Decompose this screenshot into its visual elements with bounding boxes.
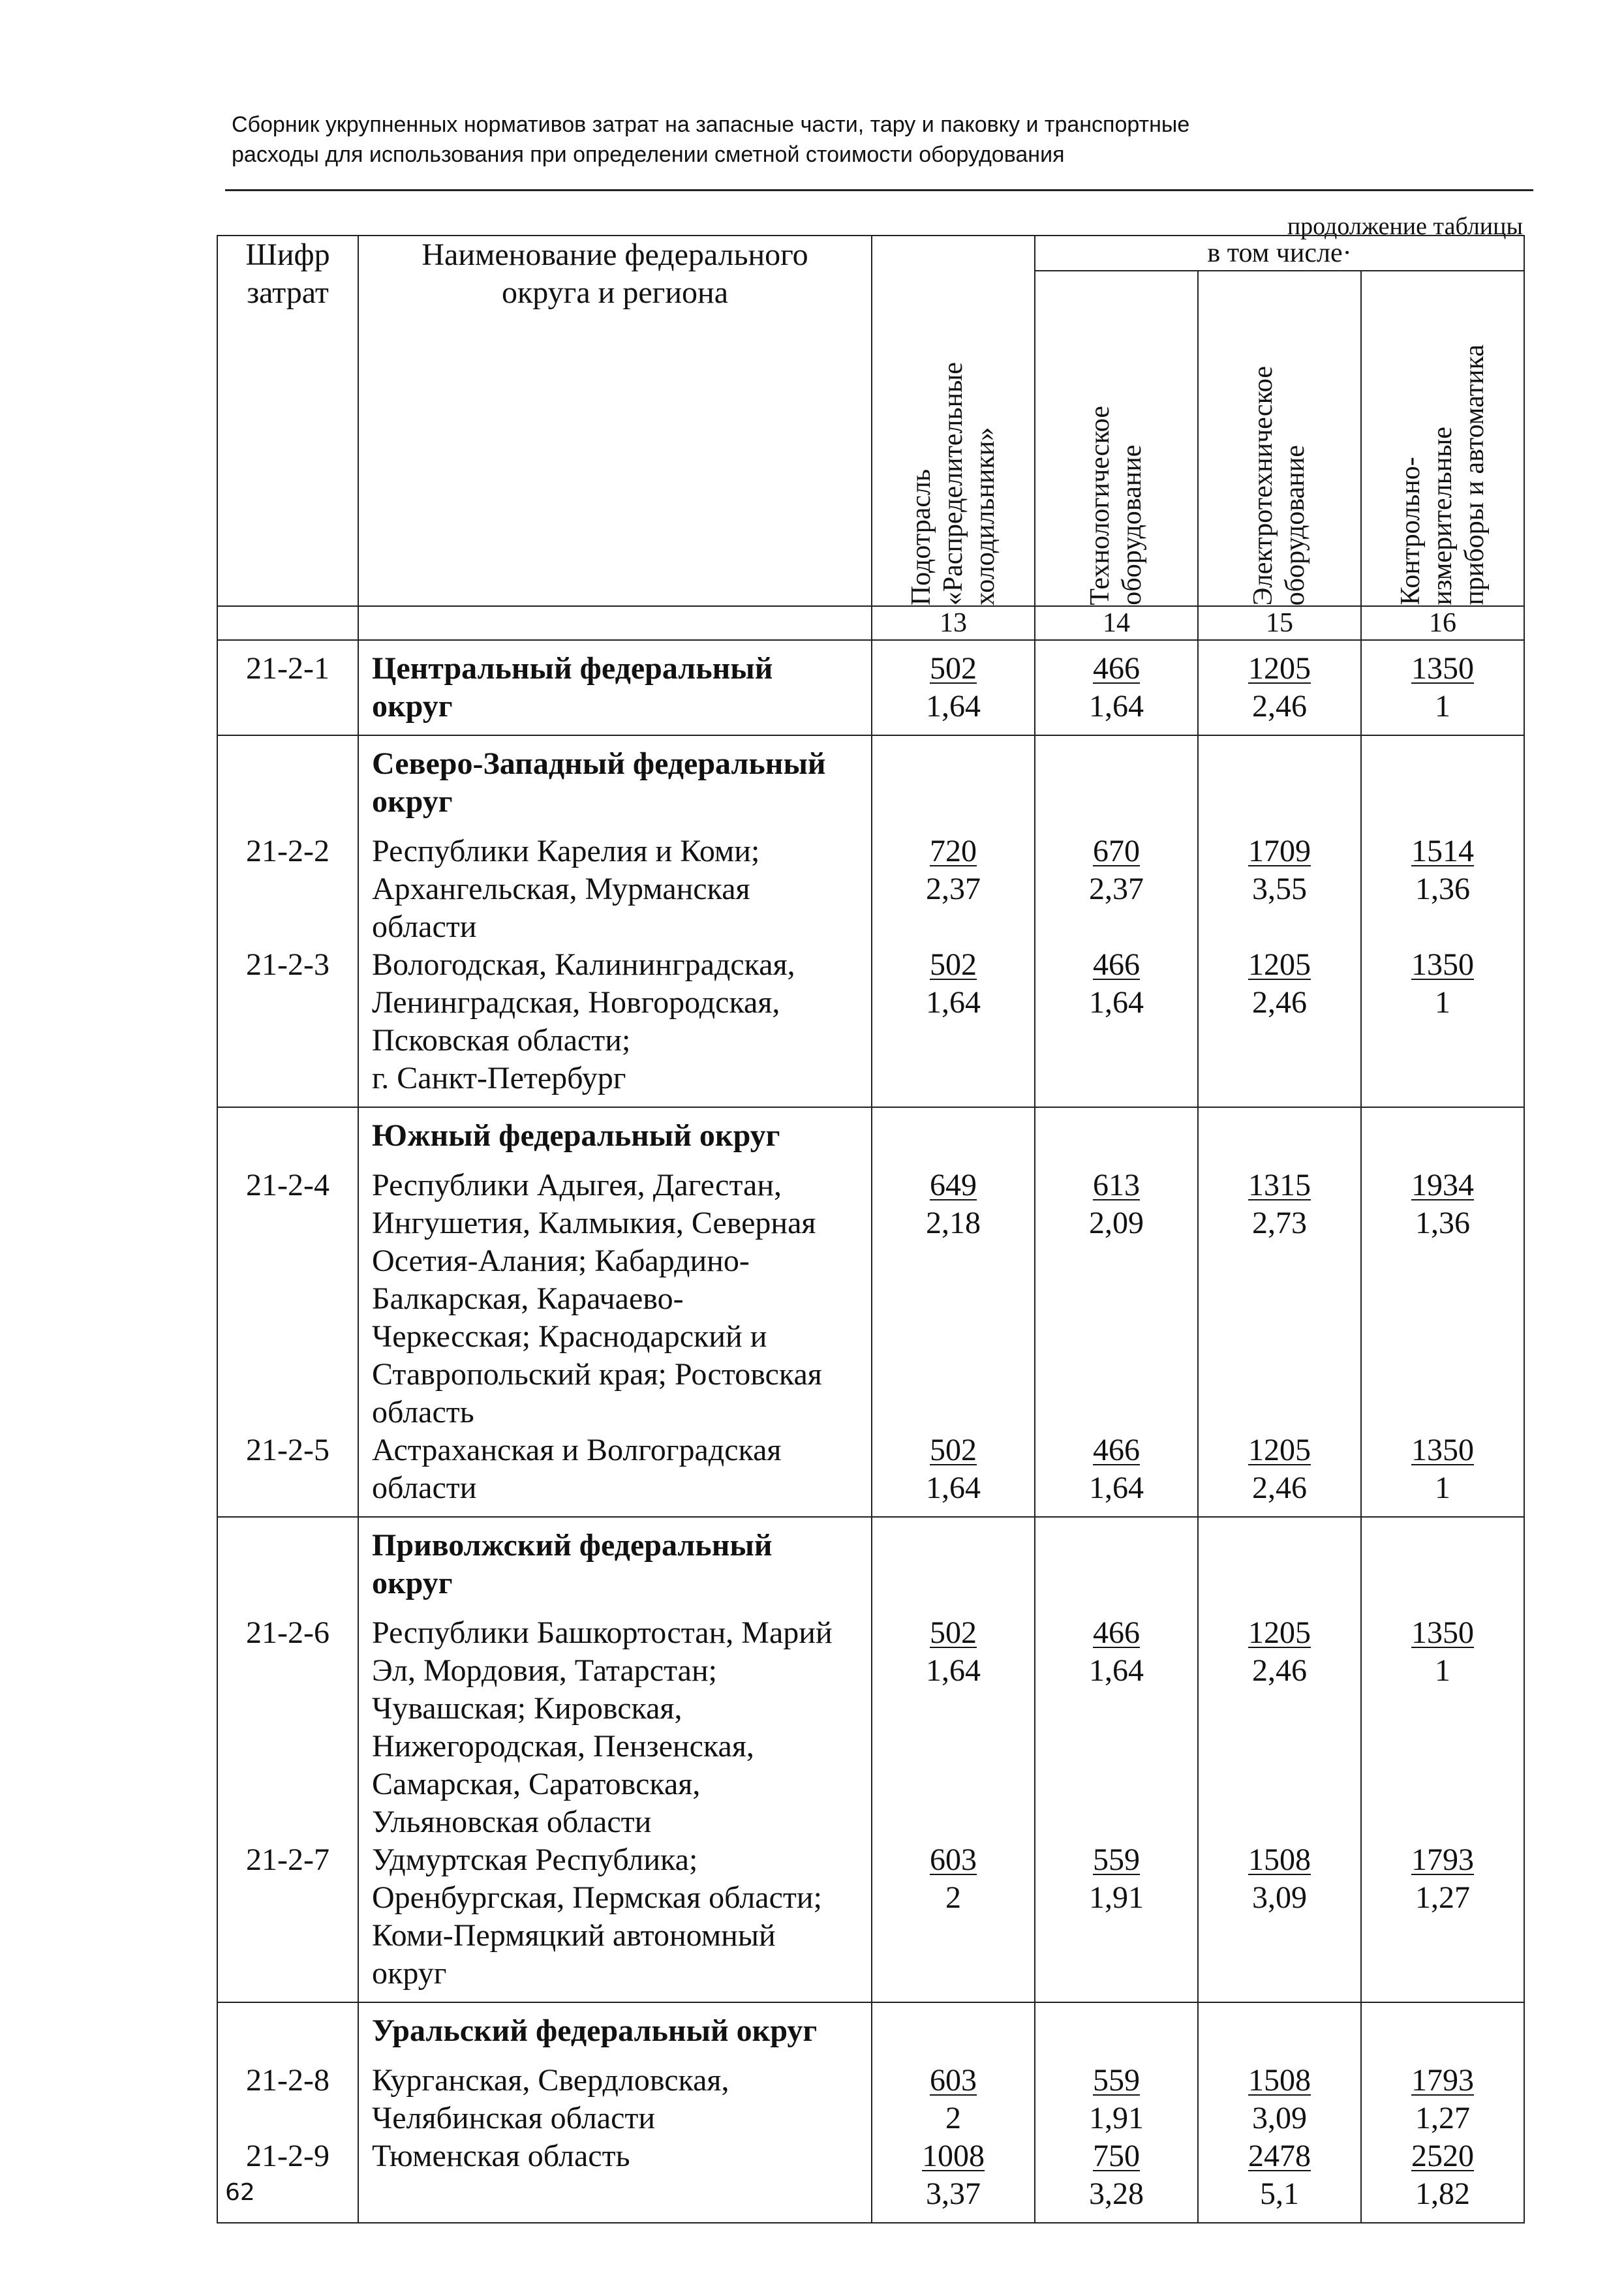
region-name-line: Коми-Пермяцкий автономный	[372, 1918, 776, 1953]
code-cell	[217, 735, 358, 1107]
coefficient-value: 1,91	[1089, 1880, 1144, 1915]
col13-header: Подотрасль «Распределительные холодильники»	[872, 236, 1035, 606]
coefficient-value: 1,64	[1089, 1471, 1144, 1505]
region-name-line: Ингушетия, Калмыкия, Северная	[372, 1206, 816, 1240]
region-name-line: г. Санкт-Петербург	[372, 1061, 626, 1095]
cost-value: 502	[930, 1433, 977, 1467]
cost-value: 1793	[1411, 2063, 1475, 2098]
district-title: Уральский федеральный округ	[372, 2013, 818, 2048]
including-header: в том числе·	[1035, 236, 1524, 271]
value-cell-14	[1035, 640, 1198, 735]
cost-value: 466	[1093, 947, 1140, 982]
cost-value: 1350	[1411, 651, 1475, 686]
cost-code: 21-2-4	[246, 1168, 329, 1202]
coefficient-value: 2,46	[1252, 985, 1307, 1020]
coefficient-value: 1,64	[926, 689, 981, 724]
cost-value: 670	[1093, 834, 1140, 868]
region-name-line: Ставропольский края; Ростовская	[372, 1357, 822, 1392]
region-name-line: Челябинская области	[372, 2101, 656, 2135]
cost-value: 1508	[1248, 1842, 1311, 1877]
value-cell-16	[1361, 2002, 1524, 2223]
region-cell	[358, 1107, 872, 1517]
district-section	[217, 2002, 1524, 2223]
value-cell-15	[1198, 1517, 1361, 2002]
district-title: Приволжский федеральный	[372, 1528, 773, 1563]
cost-value: 603	[930, 1842, 977, 1877]
region-name-line: Эл, Мордовия, Татарстан;	[372, 1653, 717, 1688]
coefficient-value: 1,64	[926, 985, 981, 1020]
cost-value: 502	[930, 1615, 977, 1650]
value-cell-16	[1361, 735, 1524, 1107]
coefficient-value: 1,64	[926, 1653, 981, 1688]
region-name-line: Псковская области;	[372, 1023, 631, 1058]
coefficient-value: 1,36	[1415, 872, 1471, 906]
region-name-line: округ	[372, 1956, 447, 1991]
value-cell-13	[872, 1107, 1035, 1517]
coefficient-value: 1	[1435, 1653, 1451, 1688]
region-name-line: Самарская, Саратовская,	[372, 1767, 701, 1801]
cost-value: 750	[1093, 2139, 1140, 2173]
cost-value: 466	[1093, 1433, 1140, 1467]
region-cell	[358, 640, 872, 735]
cost-value: 502	[930, 651, 977, 686]
region-name-line: Удмуртская Республика;	[372, 1842, 698, 1877]
region-name-line: области	[372, 909, 477, 944]
region-name-line: Оренбургская, Пермская области;	[372, 1880, 822, 1915]
region-name-line: округ	[372, 689, 453, 724]
coefficient-value: 1,27	[1415, 1880, 1471, 1915]
region-cell	[358, 2002, 872, 2223]
cost-code: 21-2-8	[246, 2063, 329, 2098]
region-name-line: Республики Башкортостан, Марий	[372, 1615, 833, 1650]
continuation-label: продолжение таблицы	[1287, 213, 1523, 240]
value-cell-15	[1198, 2002, 1361, 2223]
value-cell-15	[1198, 1107, 1361, 1517]
district-title: округ	[372, 1566, 453, 1600]
region-name-line: Нижегородская, Пензенская,	[372, 1729, 754, 1764]
cost-value: 466	[1093, 1615, 1140, 1650]
value-cell-13	[872, 2002, 1035, 2223]
coefficient-value: 3,37	[926, 2177, 981, 2211]
region-cell	[358, 1517, 872, 2002]
col16-header: Контрольно- измерительные приборы и автоматика	[1361, 271, 1524, 606]
coefficient-value: 1	[1435, 689, 1451, 724]
cost-value: 1315	[1248, 1168, 1311, 1202]
cost-code: 21-2-3	[246, 947, 329, 982]
region-name-line: Тюменская область	[372, 2139, 630, 2173]
district-section	[217, 1107, 1524, 1517]
region-name-line: Республики Карелия и Коми;	[372, 834, 760, 868]
region-cell	[358, 735, 872, 1107]
cost-value: 1508	[1248, 2063, 1311, 2098]
name-column-header: Наименование федерального округа и региона	[358, 236, 872, 606]
header-line-2: расходы для использования при определении сметной стоимости оборудования	[232, 142, 1065, 167]
value-cell-14	[1035, 2002, 1198, 2223]
cost-value: 1205	[1248, 947, 1311, 982]
region-name-line: Черкесская; Краснодарский и	[372, 1319, 767, 1354]
cost-value: 466	[1093, 651, 1140, 686]
region-name-line: Центральный федеральный	[372, 651, 773, 686]
coefficient-value: 2	[945, 2101, 961, 2135]
table-header	[217, 236, 1524, 640]
cost-norms-table	[217, 235, 1525, 2223]
document-header	[232, 110, 1524, 170]
coefficient-value: 3,09	[1252, 2101, 1307, 2135]
cost-value: 1514	[1411, 834, 1475, 868]
header-rule	[225, 189, 1533, 191]
cost-value: 1350	[1411, 947, 1475, 982]
coefficient-value: 3,55	[1252, 872, 1307, 906]
value-cell-13	[872, 1517, 1035, 2002]
coefficient-value: 2,37	[1089, 872, 1144, 906]
value-cell-16	[1361, 640, 1524, 735]
cost-value: 613	[1093, 1168, 1140, 1202]
coefficient-value: 1,64	[1089, 985, 1144, 1020]
coefficient-value: 3,28	[1089, 2177, 1144, 2211]
cost-value: 603	[930, 2063, 977, 2098]
code-cell	[217, 1517, 358, 2002]
cost-value: 1793	[1411, 1842, 1475, 1877]
coefficient-value: 2,46	[1252, 689, 1307, 724]
region-name-line: Осетия-Алания; Кабардино-	[372, 1244, 750, 1278]
cost-value: 2478	[1248, 2139, 1311, 2173]
cost-code: 21-2-9	[246, 2139, 329, 2173]
column-numbers-row	[217, 606, 1524, 640]
value-cell-14	[1035, 735, 1198, 1107]
value-cell-13	[872, 735, 1035, 1107]
col15-header: Электротехническое оборудование	[1198, 271, 1361, 606]
region-name-line: Астраханская и Волгоградская	[372, 1433, 782, 1467]
coefficient-value: 1,27	[1415, 2101, 1471, 2135]
coefficient-value: 1	[1435, 1471, 1451, 1505]
district-title: Южный федеральный округ	[372, 1118, 780, 1153]
col-number: 13	[872, 606, 1035, 640]
coefficient-value: 2	[945, 1880, 961, 1915]
coefficient-value: 2,73	[1252, 1206, 1307, 1240]
page-number: 62	[225, 2179, 255, 2206]
region-name-line: Балкарская, Карачаево-	[372, 1281, 684, 1316]
district-section	[217, 1517, 1524, 2002]
coefficient-value: 2,46	[1252, 1653, 1307, 1688]
coefficient-value: 2,46	[1252, 1471, 1307, 1505]
cost-value: 559	[1093, 1842, 1140, 1877]
header-line-1: Сборник укрупненных нормативов затрат на запасные части, тару и паковку и транспортные	[232, 112, 1190, 137]
region-name-line: области	[372, 1471, 477, 1505]
col-number: 14	[1035, 606, 1198, 640]
cost-code: 21-2-2	[246, 834, 329, 868]
cost-value: 1205	[1248, 651, 1311, 686]
code-column-header: Шифр затрат	[217, 236, 358, 606]
region-name-line: Курганская, Свердловская,	[372, 2063, 729, 2098]
coefficient-value: 5,1	[1260, 2177, 1299, 2211]
code-cell	[217, 640, 358, 735]
value-cell-13	[872, 640, 1035, 735]
coefficient-value: 2,37	[926, 872, 981, 906]
value-cell-16	[1361, 1517, 1524, 2002]
col-number: 16	[1361, 606, 1524, 640]
value-cell-15	[1198, 735, 1361, 1107]
cost-value: 2520	[1411, 2139, 1475, 2173]
coefficient-value: 1	[1435, 985, 1451, 1020]
region-name-line: область	[372, 1395, 474, 1429]
cost-value: 1709	[1248, 834, 1311, 868]
cost-value: 649	[930, 1168, 977, 1202]
coefficient-value: 3,09	[1252, 1880, 1307, 1915]
cost-code: 21-2-6	[246, 1615, 329, 1650]
cost-code: 21-2-1	[246, 651, 329, 686]
cost-code: 21-2-7	[246, 1842, 329, 1877]
cost-value: 1008	[922, 2139, 985, 2173]
cost-value: 720	[930, 834, 977, 868]
coefficient-value: 1,36	[1415, 1206, 1471, 1240]
cost-value: 1934	[1411, 1168, 1475, 1202]
value-cell-15	[1198, 640, 1361, 735]
code-cell	[217, 1107, 358, 1517]
cost-code: 21-2-5	[246, 1433, 329, 1467]
coefficient-value: 1,64	[1089, 1653, 1144, 1688]
col-number: 15	[1198, 606, 1361, 640]
district-title: Северо-Западный федеральный	[372, 746, 826, 781]
value-cell-16	[1361, 1107, 1524, 1517]
district-title: округ	[372, 784, 453, 819]
col14-header: Технологическое оборудование	[1035, 271, 1198, 606]
cost-value: 1205	[1248, 1615, 1311, 1650]
cost-value: 1350	[1411, 1433, 1475, 1467]
table-body	[217, 640, 1524, 2223]
cost-value: 502	[930, 947, 977, 982]
cost-value: 559	[1093, 2063, 1140, 2098]
coefficient-value: 1,64	[1089, 689, 1144, 724]
region-name-line: Республики Адыгея, Дагестан,	[372, 1168, 782, 1202]
coefficient-value: 2,18	[926, 1206, 981, 1240]
region-name-line: Вологодская, Калининградская,	[372, 947, 795, 982]
district-section	[217, 735, 1524, 1107]
coefficient-value: 1,64	[926, 1471, 981, 1505]
region-name-line: Архангельская, Мурманская	[372, 872, 750, 906]
coefficient-value: 1,91	[1089, 2101, 1144, 2135]
region-name-line: Чувашская; Кировская,	[372, 1691, 682, 1726]
value-cell-14	[1035, 1107, 1198, 1517]
region-name-line: Ленинградская, Новгородская,	[372, 985, 780, 1020]
value-cell-14	[1035, 1517, 1198, 2002]
cost-value: 1205	[1248, 1433, 1311, 1467]
region-name-line: Ульяновская области	[372, 1805, 652, 1839]
cost-value: 1350	[1411, 1615, 1475, 1650]
coefficient-value: 2,09	[1089, 1206, 1144, 1240]
coefficient-value: 1,82	[1415, 2177, 1471, 2211]
district-section	[217, 640, 1524, 735]
